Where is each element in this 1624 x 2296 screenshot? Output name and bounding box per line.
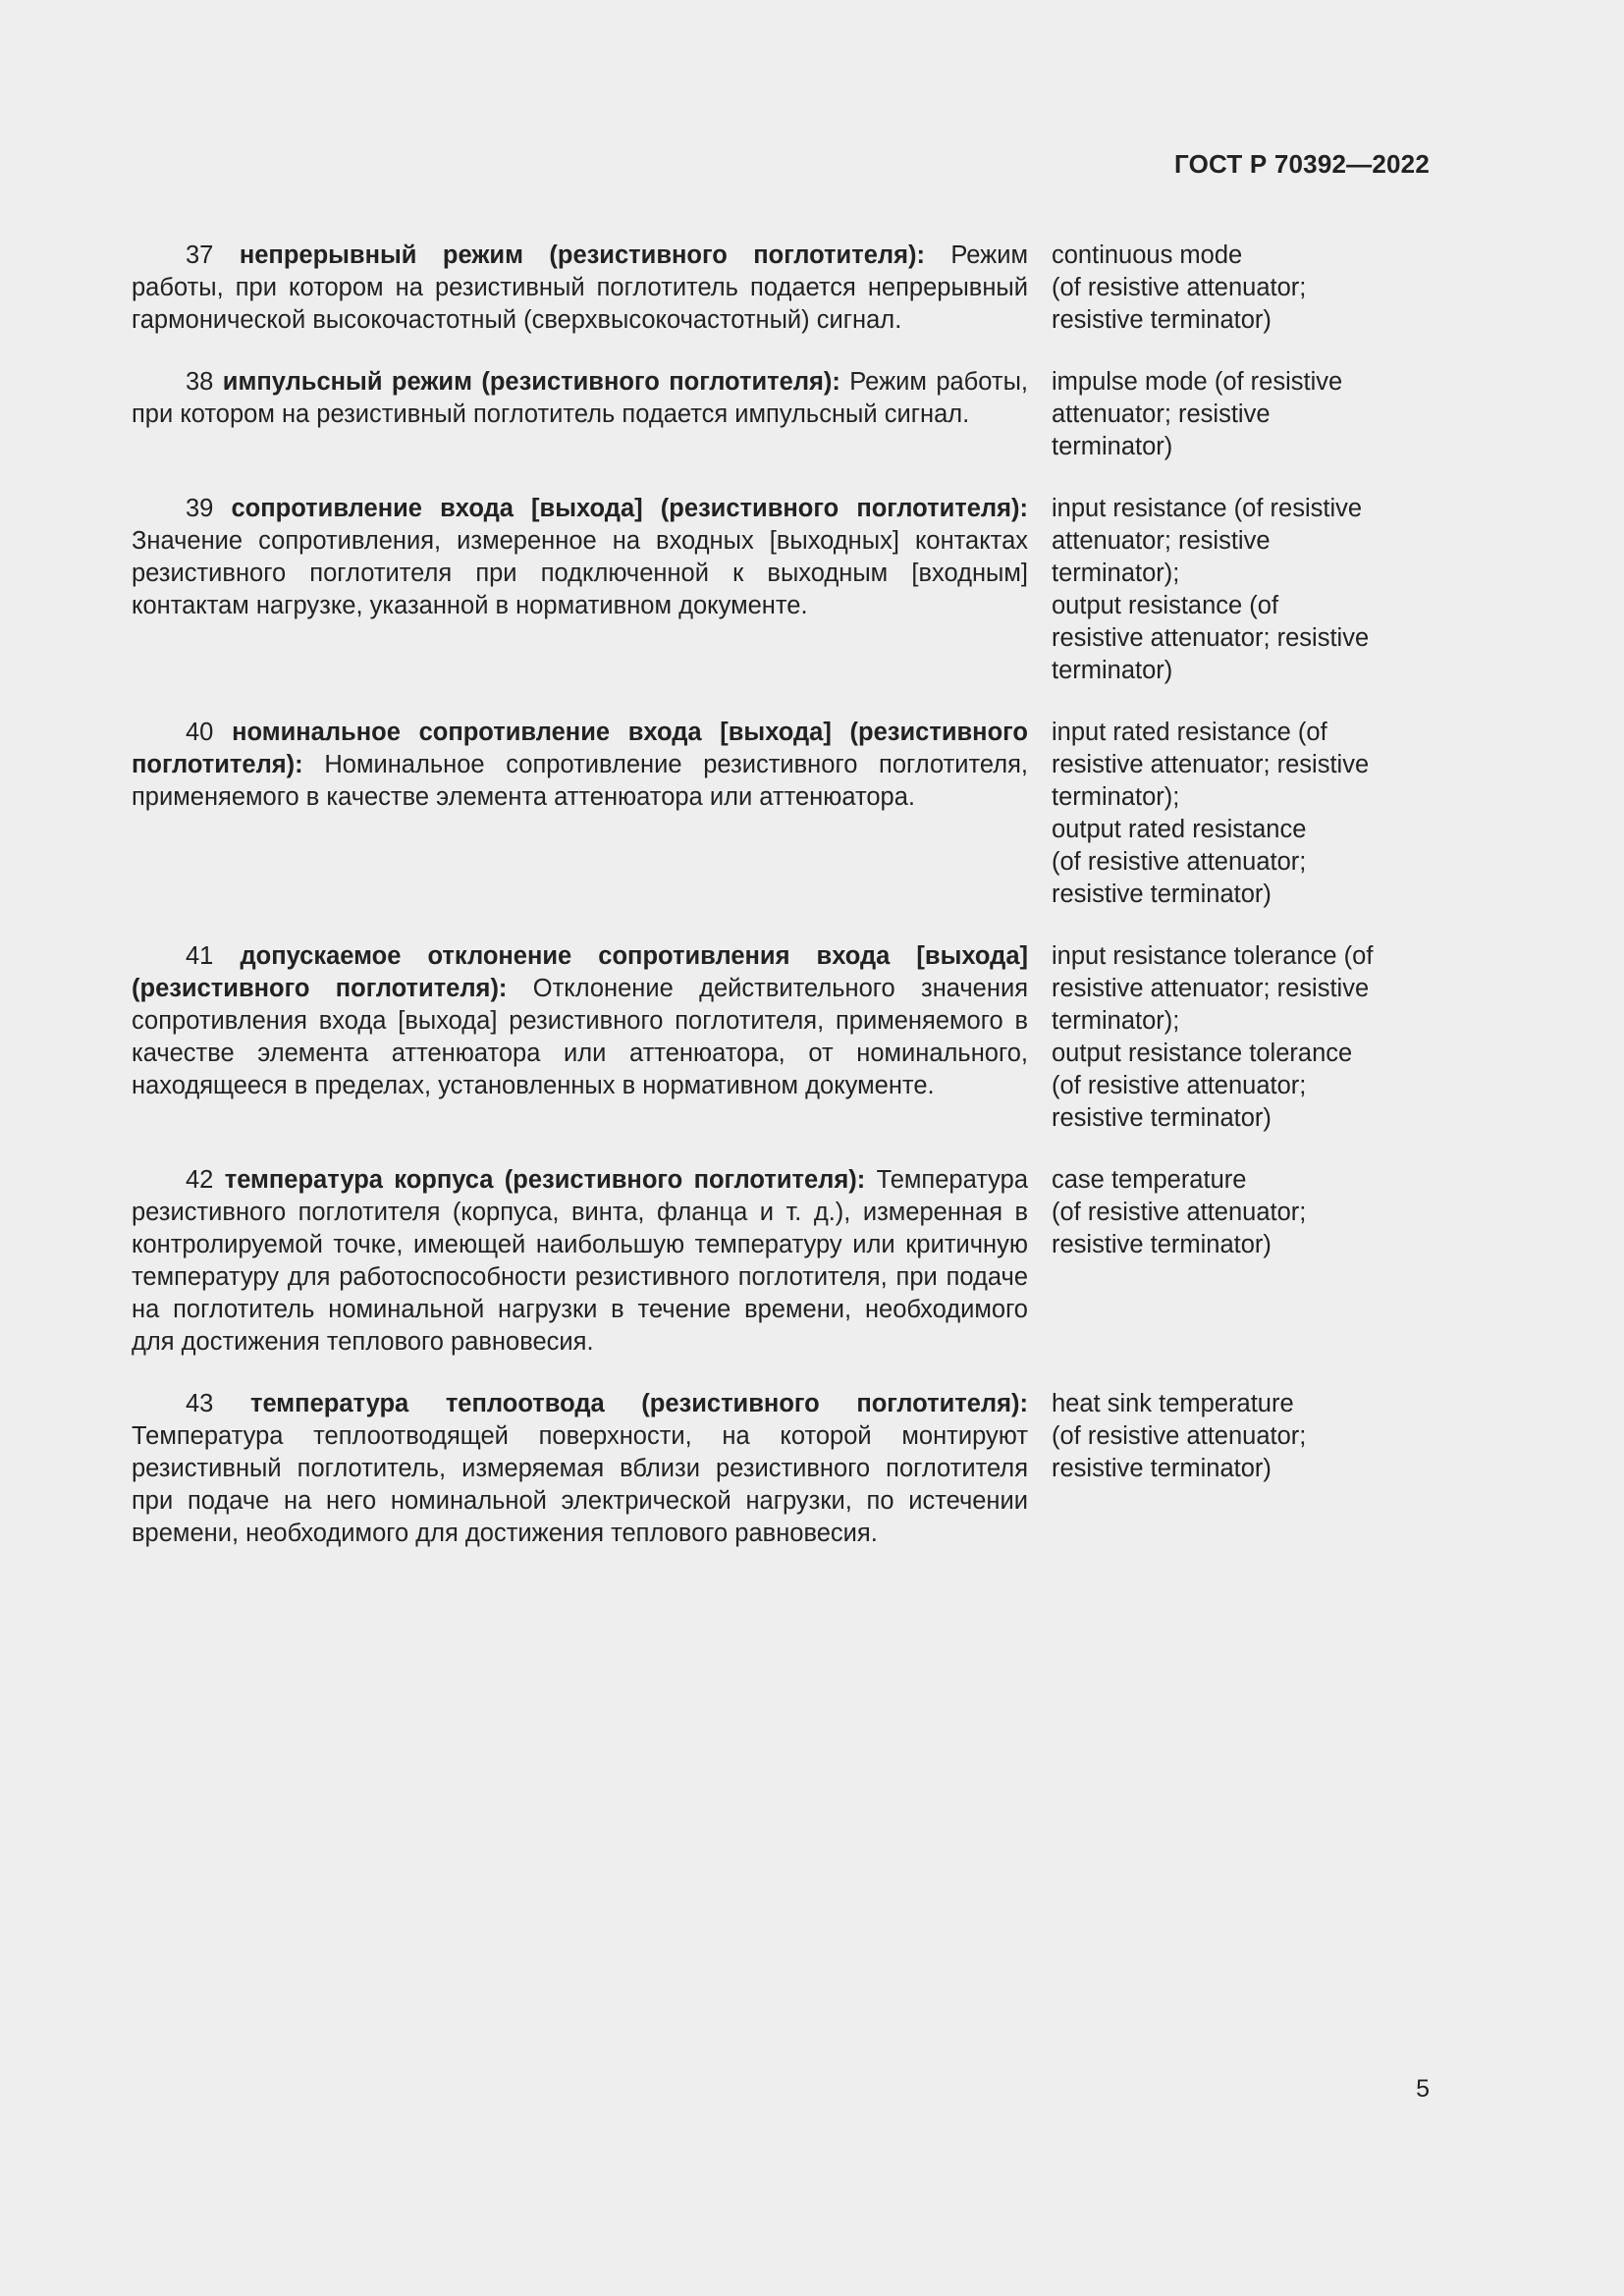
english-line: terminator)	[1052, 657, 1173, 684]
term-entry-37	[132, 240, 1430, 337]
term-number: 40	[186, 719, 214, 746]
english-equivalent	[1052, 717, 1430, 911]
term-entry-41	[132, 940, 1430, 1135]
english-line: (of resistive attenuator;	[1052, 274, 1307, 301]
english-line: attenuator; resistive	[1052, 400, 1271, 428]
term-definition	[132, 717, 1028, 911]
english-line: input resistance tolerance (of	[1052, 942, 1374, 970]
definition-text: Отклонение действительного значения сопротивления входа [выхода] резистивного поглотителя, применяемого в качестве элемента аттенюатора или аттенюатора, от номинального, находящееся в пределах, установленных в нормативном документе.	[132, 975, 1029, 1099]
english-equivalent	[1052, 1388, 1430, 1550]
english-equivalent	[1052, 493, 1430, 687]
term-definition	[132, 1388, 1028, 1550]
term-name: непрерывный режим (резистивного поглотителя):	[239, 241, 925, 269]
english-line: resistive terminator)	[1052, 1231, 1272, 1258]
english-line: case temperature	[1052, 1166, 1247, 1194]
english-line: output resistance (of	[1052, 592, 1279, 619]
term-name: допускаемое отклонение сопротивления входа [выхода] (резистивного поглотителя):	[132, 942, 1028, 1002]
term-number: 37	[186, 241, 214, 269]
english-line: (of resistive attenuator;	[1052, 1422, 1307, 1450]
english-line: resistive attenuator; resistive	[1052, 624, 1370, 652]
term-number: 38	[186, 368, 214, 396]
standard-code-header: ГОСТ Р 70392—2022	[1174, 149, 1430, 179]
english-line: (of resistive attenuator;	[1052, 848, 1307, 876]
term-name: температура теплоотвода (резистивного поглотителя):	[249, 1390, 1028, 1417]
term-entry-42	[132, 1164, 1430, 1359]
english-line: attenuator; resistive	[1052, 527, 1271, 555]
english-line: resistive terminator)	[1052, 1104, 1272, 1132]
term-name: номинальное сопротивление входа [выхода] (резистивного поглотителя):	[132, 719, 1029, 778]
term-number: 42	[186, 1166, 214, 1194]
english-line: impulse mode (of resistive	[1052, 368, 1343, 396]
terms-list	[132, 240, 1430, 1579]
english-line: resistive terminator)	[1052, 306, 1272, 334]
english-equivalent	[1052, 240, 1430, 337]
term-name: температура корпуса (резистивного поглотителя):	[224, 1166, 866, 1194]
definition-text: Режим работы, при котором на резистивный поглотитель подается непрерывный гармонической высокочастотный (сверхвысокочастотный) сигнал.	[132, 241, 1029, 334]
definition-text: Режим работы, при котором на резистивный поглотитель подается импульсный сигнал.	[132, 368, 1029, 428]
english-line: output resistance tolerance	[1052, 1040, 1353, 1067]
english-line: resistive terminator)	[1052, 1455, 1272, 1482]
term-definition	[132, 493, 1028, 687]
term-name: импульсный режим (резистивного поглотителя):	[222, 368, 840, 396]
english-line: terminator);	[1052, 783, 1180, 811]
english-line: terminator)	[1052, 433, 1173, 460]
english-line: (of resistive attenuator;	[1052, 1072, 1307, 1099]
english-line: resistive terminator)	[1052, 881, 1272, 908]
english-line: terminator);	[1052, 560, 1180, 587]
term-definition	[132, 1164, 1028, 1359]
english-line: continuous mode	[1052, 241, 1243, 269]
term-entry-43	[132, 1388, 1430, 1550]
term-number: 43	[186, 1390, 214, 1417]
term-number: 41	[186, 942, 214, 970]
term-number: 39	[186, 495, 214, 522]
term-name: сопротивление входа [выхода] (резистивного поглотителя):	[231, 495, 1028, 522]
term-entry-39	[132, 493, 1430, 687]
term-entry-38	[132, 366, 1430, 463]
english-equivalent	[1052, 366, 1430, 463]
english-equivalent	[1052, 940, 1430, 1135]
term-definition	[132, 940, 1028, 1135]
english-line: (of resistive attenuator;	[1052, 1199, 1307, 1226]
english-line: output rated resistance	[1052, 816, 1307, 843]
english-line: resistive attenuator; resistive	[1052, 975, 1370, 1002]
term-entry-40	[132, 717, 1430, 911]
english-line: input rated resistance (of	[1052, 719, 1327, 746]
term-definition	[132, 240, 1028, 337]
definition-text: Значение сопротивления, измеренное на входных [выходных] контактах резистивного поглотителя при подключенной к выходным [входным] контактам нагрузке, указанной в нормативном документе.	[132, 527, 1028, 619]
english-equivalent	[1052, 1164, 1430, 1359]
page-number: 5	[1416, 2075, 1430, 2103]
definition-text: Температура теплоотводящей поверхности, на которой монтируют резистивный поглотитель, измеряемая вблизи резистивного поглотителя при подаче на него номинальной электрической нагрузки, по истечении времени, необходимого для достижения теплового равновесия.	[132, 1422, 1028, 1547]
english-line: heat sink temperature	[1052, 1390, 1294, 1417]
english-line: resistive attenuator; resistive	[1052, 751, 1370, 778]
english-line: terminator);	[1052, 1007, 1180, 1035]
english-line: input resistance (of resistive	[1052, 495, 1363, 522]
definition-text: Номинальное сопротивление резистивного поглотителя, применяемого в качестве элемента аттенюатора или аттенюатора.	[132, 751, 1028, 811]
term-definition	[132, 366, 1028, 463]
definition-text: Температура резистивного поглотителя (корпуса, винта, фланца и т. д.), измеренная в контролируемой точке, имеющей наибольшую температуру или критичную температуру для работоспособности резистивного поглотителя, при подаче на поглотитель номинальной нагрузки в течение времени, необходимого для достижения теплового равновесия.	[132, 1166, 1029, 1356]
